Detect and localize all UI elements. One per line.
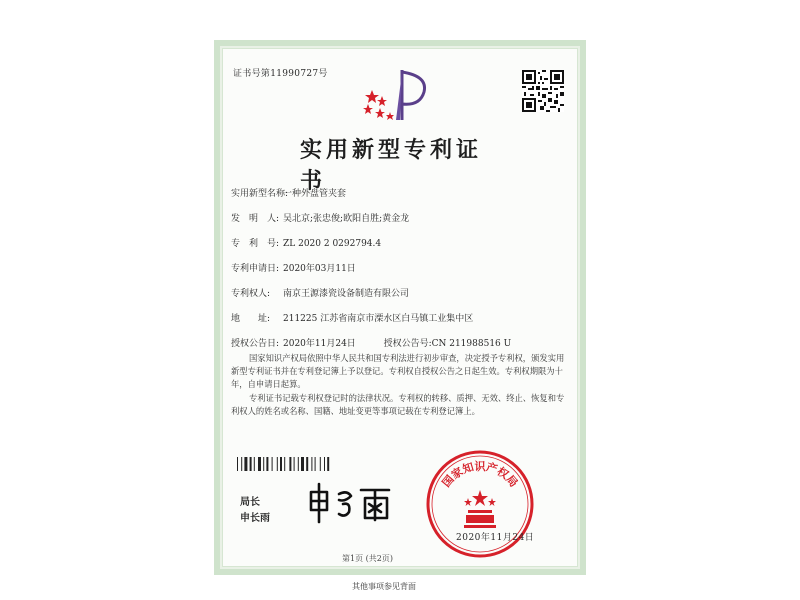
field-value: 南京王源漆瓷设备制造有限公司 [283,289,410,299]
field-patentee [231,286,409,299]
field-value: 一种外盘管夹套 [283,189,347,199]
field-label: 授权公告日: [231,339,280,349]
statement-paragraph-2: 专利证书记载专利权登记时的法律状况。专利权的转移、质押、无效、终止、恢复和专利权人的姓名或名称、国籍、地址变更等事项记载在专利登记簿上。 [231,393,565,416]
field-label: 地 址: [231,314,271,324]
field-value: ZL 2020 2 0292794.4 [283,239,382,249]
footer-note: 其他事项参见背面 [352,582,416,591]
handwritten-signature [305,480,395,525]
signature-name: 申长雨 [240,513,270,524]
field-value: 211225 江苏省南京市溧水区白马镇工业集中区 [283,314,474,324]
field-value: 吴北京;张忠俊;欧阳自胜;黄金龙 [283,214,410,224]
official-red-seal [424,448,536,560]
field-label: 专 利 号: [231,239,280,249]
field-value: 2020年11月24日 [283,339,356,349]
statement-paragraph-1: 国家知识产权局依照中华人民共和国专利法进行初步审查，决定授予专利权，颁发实用新型专利证书并在专利登记簿上予以登记。专利权自授权公告之日起生效。专利权期限为十年，自申请日起算。 [231,353,565,389]
svg-text:国家知识产权局 [439,459,520,490]
field-grant-date [231,336,511,349]
page-number: 第1页 (共2页) [342,554,393,563]
field-address [231,311,473,324]
field-patent-number [231,236,381,249]
barcode-icon [237,457,355,471]
field-application-date [231,261,356,274]
field-label: 授权公告号: [383,339,432,349]
field-value: CN 211988516 U [431,339,512,349]
qr-code-icon [522,70,564,112]
field-utility-model-name [231,186,346,199]
certificate-number: 证书号第11990727号 [233,69,328,79]
signature-title: 局长 [240,497,260,508]
field-label: 实用新型名称: [231,189,289,199]
cnipa-logo-icon [358,66,430,124]
field-label: 发 明 人: [231,214,280,224]
field-label: 专利权人: [231,289,271,299]
field-inventors [231,211,409,224]
seal-date: 2020年11月24日 [456,533,535,543]
field-label: 专利申请日: [231,264,280,274]
certificate-title: 实用新型专利证书 [300,137,483,194]
seal-text: 国家知识产权局 [439,460,521,490]
field-value: 2020年03月11日 [283,264,356,274]
